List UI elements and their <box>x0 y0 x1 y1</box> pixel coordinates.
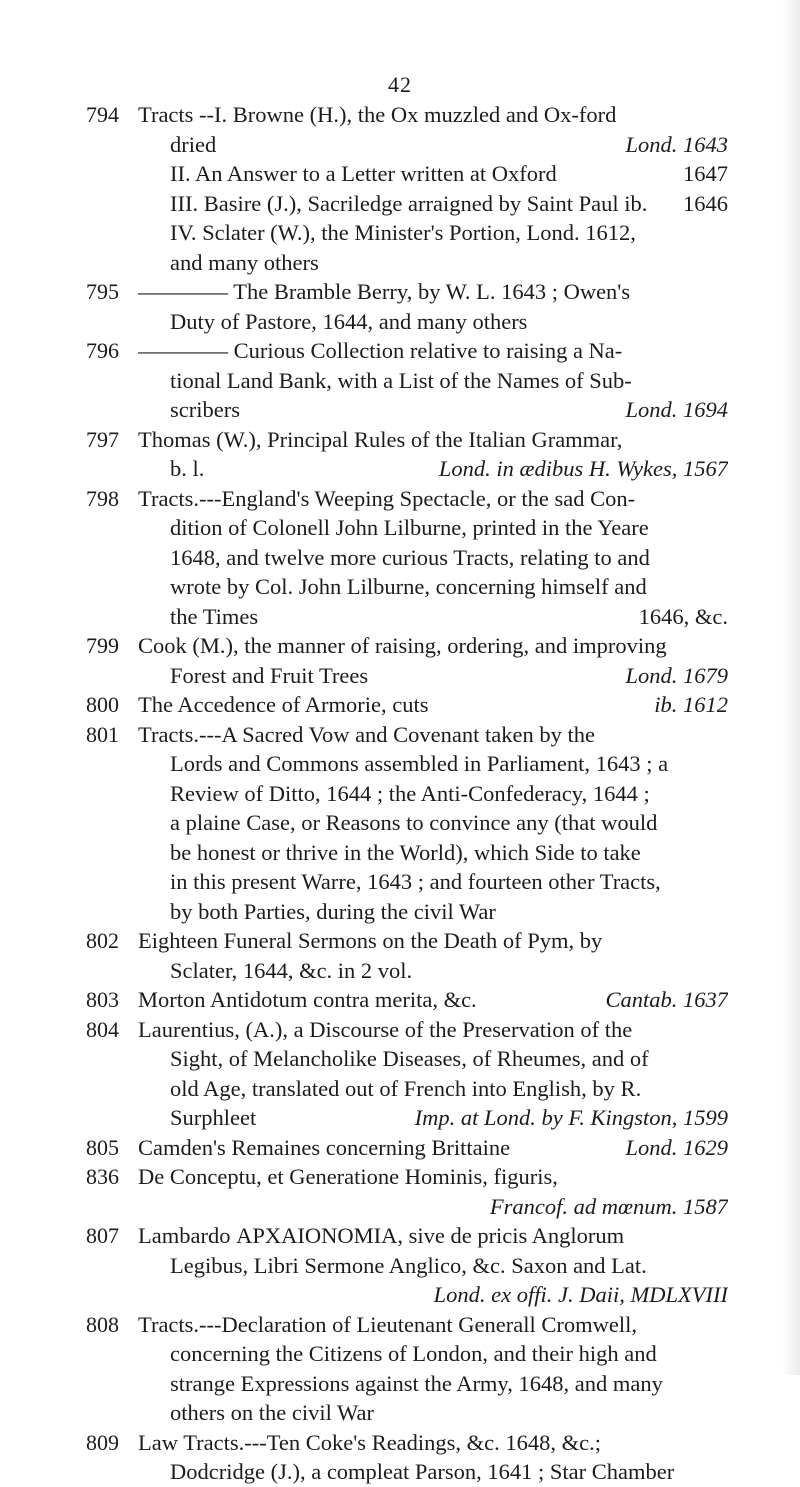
lot-number: 796 <box>86 338 119 363</box>
catalogue-entry <box>0 484 800 632</box>
lot-number: 836 <box>86 1164 119 1189</box>
entry-text: Morton Antidotum contra merita, &c. <box>138 987 477 1012</box>
entry-line <box>170 366 728 396</box>
entry-text: old Age, translated out of French into English, by R. <box>170 1075 642 1101</box>
page-number: 42 <box>388 72 412 97</box>
entry-text: and many others <box>170 249 319 275</box>
entry-line <box>138 277 728 307</box>
catalogue-entry <box>0 985 800 1015</box>
entry-line <box>138 100 728 130</box>
entry-text: ———— The Bramble Berry, by W. L. 1643 ; Owen's <box>138 279 631 304</box>
entry-text: Camden's Remaines concerning Brittaine <box>138 1134 511 1160</box>
entry-line <box>170 1280 728 1310</box>
entry-line <box>170 602 728 632</box>
entry-line <box>138 985 728 1015</box>
entry-line <box>170 513 728 543</box>
entry-text: Cook (M.), the manner of raising, ordering, and improving <box>138 633 667 658</box>
entry-text: Tracts --I. Browne (H.), the Ox muzzled and Ox-ford <box>138 102 617 127</box>
imprint: 1647 <box>683 161 728 186</box>
entry-text: scribers <box>170 397 240 422</box>
imprint: Imp. at Lond. by F. Kingston, 1599 <box>414 1105 728 1130</box>
entry-line <box>138 336 728 366</box>
entry-text: Lambardo ΑΡΧΑΙΟΝΟΜΙΑ, sive de pricis Anglorum <box>138 1223 625 1248</box>
lot-number: 802 <box>86 928 119 953</box>
entry-text: in this present Warre, 1643 ; and fourteen other Tracts, <box>170 869 661 894</box>
entry-text: b. l. <box>170 456 205 481</box>
entry-text: Tracts.---Declaration of Lieutenant Generall Cromwell, <box>138 1311 637 1337</box>
entry-line <box>138 1133 728 1163</box>
entry-text: Duty of Pastore, 1644, and many others <box>170 308 528 334</box>
entry-line <box>170 248 728 278</box>
lot-number: 804 <box>86 1016 119 1042</box>
entry-text: Eighteen Funeral Sermons on the Death of Pym, by <box>138 928 603 953</box>
entry-text: strange Expressions against the Army, 1648, and many <box>170 1370 663 1396</box>
entry-line <box>138 631 728 661</box>
entry-line <box>170 897 728 927</box>
lot-number: 803 <box>86 987 119 1012</box>
entry-line <box>170 395 728 425</box>
entry-text: Tracts.---England's Weeping Spectacle, or the sad Con- <box>138 485 636 511</box>
entry-line <box>170 1398 728 1428</box>
entry-text: Forest and Fruit Trees <box>170 662 369 688</box>
entry-line <box>170 543 728 573</box>
entry-text: dition of Colonell John Lilburne, printed in the Yeare <box>170 515 649 540</box>
entry-text: Review of Ditto, 1644 ; the Anti-Confederacy, 1644 ; <box>170 780 650 806</box>
lot-number: 805 <box>86 1134 119 1160</box>
entry-text: others on the civil War <box>170 1400 374 1425</box>
catalogue-entry <box>0 1221 800 1310</box>
entry-text: Thomas (W.), Principal Rules of the Italian Grammar, <box>138 426 623 452</box>
entry-line <box>170 189 728 219</box>
entry-list <box>0 100 800 1487</box>
entry-text: dried <box>170 131 217 157</box>
catalogue-entry <box>0 1015 800 1133</box>
entry-line <box>170 808 728 838</box>
entry-line <box>170 956 728 986</box>
lot-number: 807 <box>86 1223 119 1248</box>
entry-line <box>170 1074 728 1104</box>
entry-line <box>170 218 728 248</box>
imprint: Lond. ex offi. J. Daii, MDLXVIII <box>433 1282 728 1307</box>
entry-text: Law Tracts.---Ten Coke's Readings, &c. 1648, &c.; <box>138 1429 602 1455</box>
entry-text: Legibus, Libri Sermone Anglico, &c. Saxon and Lat. <box>170 1252 647 1278</box>
entry-text: De Conceptu, et Generatione Hominis, figuris, <box>138 1164 558 1189</box>
imprint: Lond. 1679 <box>625 662 728 688</box>
entry-line <box>170 661 728 691</box>
entry-line <box>170 572 728 602</box>
entry-line <box>170 838 728 868</box>
imprint: ib. 1612 <box>654 692 728 717</box>
imprint: Lond. 1694 <box>625 397 728 422</box>
catalogue-entry <box>0 1428 800 1487</box>
imprint: Cantab. 1637 <box>605 987 728 1012</box>
entry-line <box>170 749 728 779</box>
entry-line <box>170 1192 728 1222</box>
lot-number: 795 <box>86 279 119 304</box>
catalogue-entry <box>0 690 800 720</box>
entry-line <box>170 1369 728 1399</box>
entry-line <box>170 130 728 160</box>
entry-line <box>138 1015 728 1045</box>
entry-line <box>170 1103 728 1133</box>
lot-number: 809 <box>86 1429 119 1455</box>
lot-number: 800 <box>86 692 119 717</box>
entry-text: Lords and Commons assembled in Parliament, 1643 ; a <box>170 751 669 776</box>
entry-line <box>138 1221 728 1251</box>
imprint: 1646 <box>683 190 728 216</box>
entry-line <box>138 1310 728 1340</box>
catalogue-entry <box>0 720 800 927</box>
entry-text: a plaine Case, or Reasons to convince any (that would <box>170 810 658 835</box>
entry-text: Laurentius, (A.), a Discourse of the Preservation of the <box>138 1016 633 1042</box>
entry-line <box>170 454 728 484</box>
entry-text: concerning the Citizens of London, and their high and <box>170 1341 657 1366</box>
imprint: Lond. in ædibus H. Wykes, 1567 <box>438 456 728 481</box>
entry-text: tional Land Bank, with a List of the Names of Sub- <box>170 367 632 393</box>
catalogue-entry <box>0 926 800 985</box>
entry-line <box>138 425 728 455</box>
entry-text: wrote by Col. John Lilburne, concerning himself and <box>170 574 647 599</box>
entry-text: Sclater, 1644, &c. in 2 vol. <box>170 957 413 983</box>
entry-line <box>170 159 728 189</box>
catalogue-entry <box>0 1310 800 1428</box>
imprint: Francof. ad mœnum. 1587 <box>489 1193 728 1219</box>
lot-number: 794 <box>86 102 119 127</box>
entry-text: The Accedence of Armorie, cuts <box>138 692 429 717</box>
lot-number: 801 <box>86 721 119 747</box>
lot-number: 808 <box>86 1311 119 1337</box>
entry-line <box>170 867 728 897</box>
entry-line <box>138 720 728 750</box>
entry-line <box>170 1251 728 1281</box>
entry-text: III. Basire (J.), Sacriledge arraigned by Saint Paul ib. <box>170 190 648 216</box>
entry-line <box>170 1339 728 1369</box>
catalogue-entry <box>0 100 800 277</box>
entry-text: Dodcridge (J.), a compleat Parson, 1641 ; Star Chamber <box>170 1459 675 1484</box>
entry-text: Surphleet <box>170 1105 257 1130</box>
catalogue-entry <box>0 277 800 336</box>
catalogue-entry <box>0 631 800 690</box>
entry-text: by both Parties, during the civil War <box>170 898 496 924</box>
entry-text: 1648, and twelve more curious Tracts, relating to and <box>170 544 650 570</box>
imprint: Lond. 1629 <box>625 1134 728 1160</box>
entry-text: II. An Answer to a Letter written at Oxford <box>170 161 557 186</box>
entry-line <box>138 484 728 514</box>
entry-text: ———— Curious Collection relative to raising a Na- <box>138 338 623 363</box>
entry-line <box>170 1044 728 1074</box>
entry-text: the Times <box>170 603 259 629</box>
entry-line <box>170 1457 728 1487</box>
entry-text: be honest or thrive in the World), which Side to take <box>170 839 641 865</box>
entry-text: Tracts.---A Sacred Vow and Covenant taken by the <box>138 721 595 747</box>
entry-text: Sight, of Melancholike Diseases, of Rheumes, and of <box>170 1046 649 1071</box>
lot-number: 798 <box>86 485 119 511</box>
entry-line <box>138 690 728 720</box>
imprint: Lond. 1643 <box>625 131 728 157</box>
entry-line <box>138 1428 728 1458</box>
catalogue-entry <box>0 1133 800 1163</box>
catalogue-entry <box>0 425 800 484</box>
imprint: 1646, &c. <box>638 603 728 629</box>
catalogue-entry <box>0 336 800 425</box>
entry-text: IV. Sclater (W.), the Minister's Portion, Lond. 1612, <box>170 220 636 245</box>
entry-line <box>170 307 728 337</box>
lot-number: 797 <box>86 426 119 452</box>
entry-line <box>170 779 728 809</box>
lot-number: 799 <box>86 633 119 658</box>
catalogue-entry <box>0 1162 800 1221</box>
entry-line <box>138 926 728 956</box>
entry-line <box>138 1162 728 1192</box>
